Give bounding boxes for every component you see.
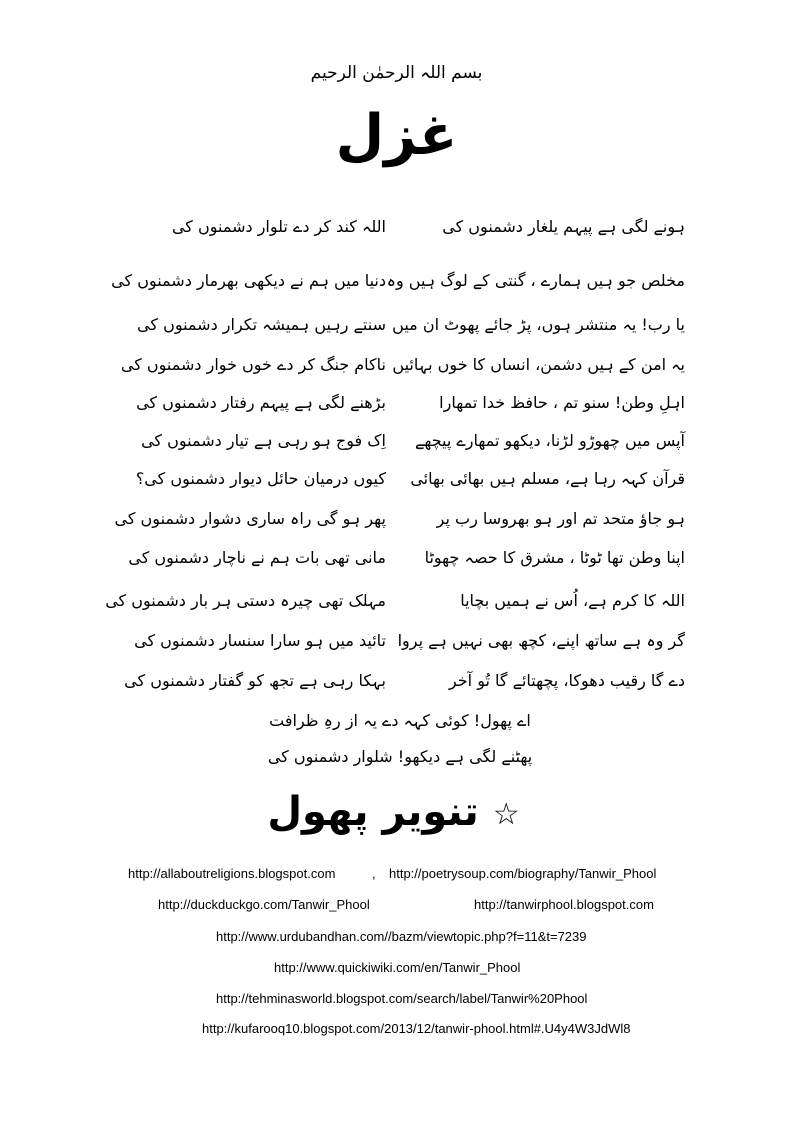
couplet-7-second-line: کیوں درمیان حائل دیوار دشمنوں کی؟ [135, 469, 386, 488]
couplet-6-second-line: اِک فوج ہو رہی ہے تیار دشمنوں کی [141, 431, 386, 450]
couplet-2-first-line: مخلص جو ہیں ہمارے ، گنتی کے لوگ ہیں وہ [386, 271, 685, 290]
couplet-12-first-line: دے گا رقیب دھوکا، پچھتائے گا تُو آخر [448, 671, 685, 690]
bismillah-heading: بسم اللہ الرحمٰن الرحیم [310, 63, 483, 83]
couplet-5-second-line: بڑھنے لگی ہے پیہم رفتار دشمنوں کی [136, 393, 386, 412]
poem-title: غزل [335, 103, 458, 168]
couplet-6-first-line: آپس میں چھوڑو لڑنا، دیکھو تمھارے پیچھے [414, 431, 685, 450]
link-duckduckgo[interactable]: http://duckduckgo.com/Tanwir_Phool [158, 897, 370, 912]
couplet-3-second-line: سنتے رہیں ہمیشہ تکرار دشمنوں کی [137, 315, 386, 334]
couplet-7-first-line: قرآن کہہ رہا ہے، مسلم ہیں بھائی بھائی [410, 469, 685, 488]
couplet-11-first-line: گر وہ ہے ساتھ اپنے، کچھ بھی نہیں ہے پروا [397, 631, 685, 650]
link-kufarooq10[interactable]: http://kufarooq10.blogspot.com/2013/12/tanwir-phool.html#.U4y4W3JdWl8 [202, 1021, 631, 1036]
couplet-1-first-line: ہونے لگی ہے پیہم یلغار دشمنوں کی [442, 217, 685, 236]
star-icon: ☆ [492, 796, 520, 832]
closing-first-line: اے پھول! کوئی کہہ دے یہ از رہِ ظرافت [269, 711, 531, 730]
couplet-11-second-line: تائید میں ہو سارا سنسار دشمنوں کی [134, 631, 386, 650]
couplet-1-second-line: اللہ کند کر دے تلوار دشمنوں کی [171, 217, 386, 236]
link-tehminasworld[interactable]: http://tehminasworld.blogspot.com/search/label/Tanwir%20Phool [216, 991, 588, 1006]
couplet-5-first-line: اہلِ وطن! سنو تم ، حافظ خدا تمھارا [439, 393, 685, 412]
couplet-4-second-line: ناکام جنگ کر دے خوں خوار دشمنوں کی [120, 355, 386, 374]
link-quickiwiki[interactable]: http://www.quickiwiki.com/en/Tanwir_Phool [274, 960, 521, 975]
link-separator-comma: , [372, 866, 376, 881]
couplet-10-first-line: اللہ کا کرم ہے، اُس نے ہمیں بچایا [460, 591, 685, 610]
couplet-9-second-line: مانی تھی بات ہم نے ناچار دشمنوں کی [128, 548, 386, 567]
closing-second-line: پھٹنے لگی ہے دیکھو! شلوار دشمنوں کی [267, 747, 533, 766]
couplet-8-first-line: ہو جاؤ متحد تم اور ہو بھروسا رب پر [436, 509, 685, 528]
couplet-4-first-line: یہ امن کے ہیں دشمن، انساں کا خوں بہائیں [392, 355, 685, 374]
link-tanwirphool-blog[interactable]: http://tanwirphool.blogspot.com [474, 897, 654, 912]
couplet-3-first-line: یا رب! یہ منتشر ہوں، پڑ جائے پھوٹ ان میں [392, 315, 685, 334]
couplet-9-first-line: اپنا وطن تھا ٹوٹا ، مشرق کا حصہ چھوٹا [424, 548, 685, 567]
poet-signature [0, 790, 793, 834]
link-allaboutreligions[interactable]: http://allaboutreligions.blogspot.com [128, 866, 336, 881]
signature-name: تنویر پھول [267, 789, 479, 835]
couplet-2-second-line: دنیا میں ہم نے دیکھی بھرمار دشمنوں کی [111, 271, 386, 290]
link-poetrysoup[interactable]: http://poetrysoup.com/biography/Tanwir_Phool [389, 866, 657, 881]
link-urdubandhan[interactable]: http://www.urdubandhan.com//bazm/viewtopic.php?f=11&t=7239 [216, 929, 587, 944]
couplet-10-second-line: مہلک تھی چیرہ دستی ہر بار دشمنوں کی [105, 591, 386, 610]
couplet-8-second-line: پھر ہو گی راہ ساری دشوار دشمنوں کی [114, 509, 386, 528]
couplet-12-second-line: بہکا رہی ہے تجھ کو گفتار دشمنوں کی [124, 671, 386, 690]
